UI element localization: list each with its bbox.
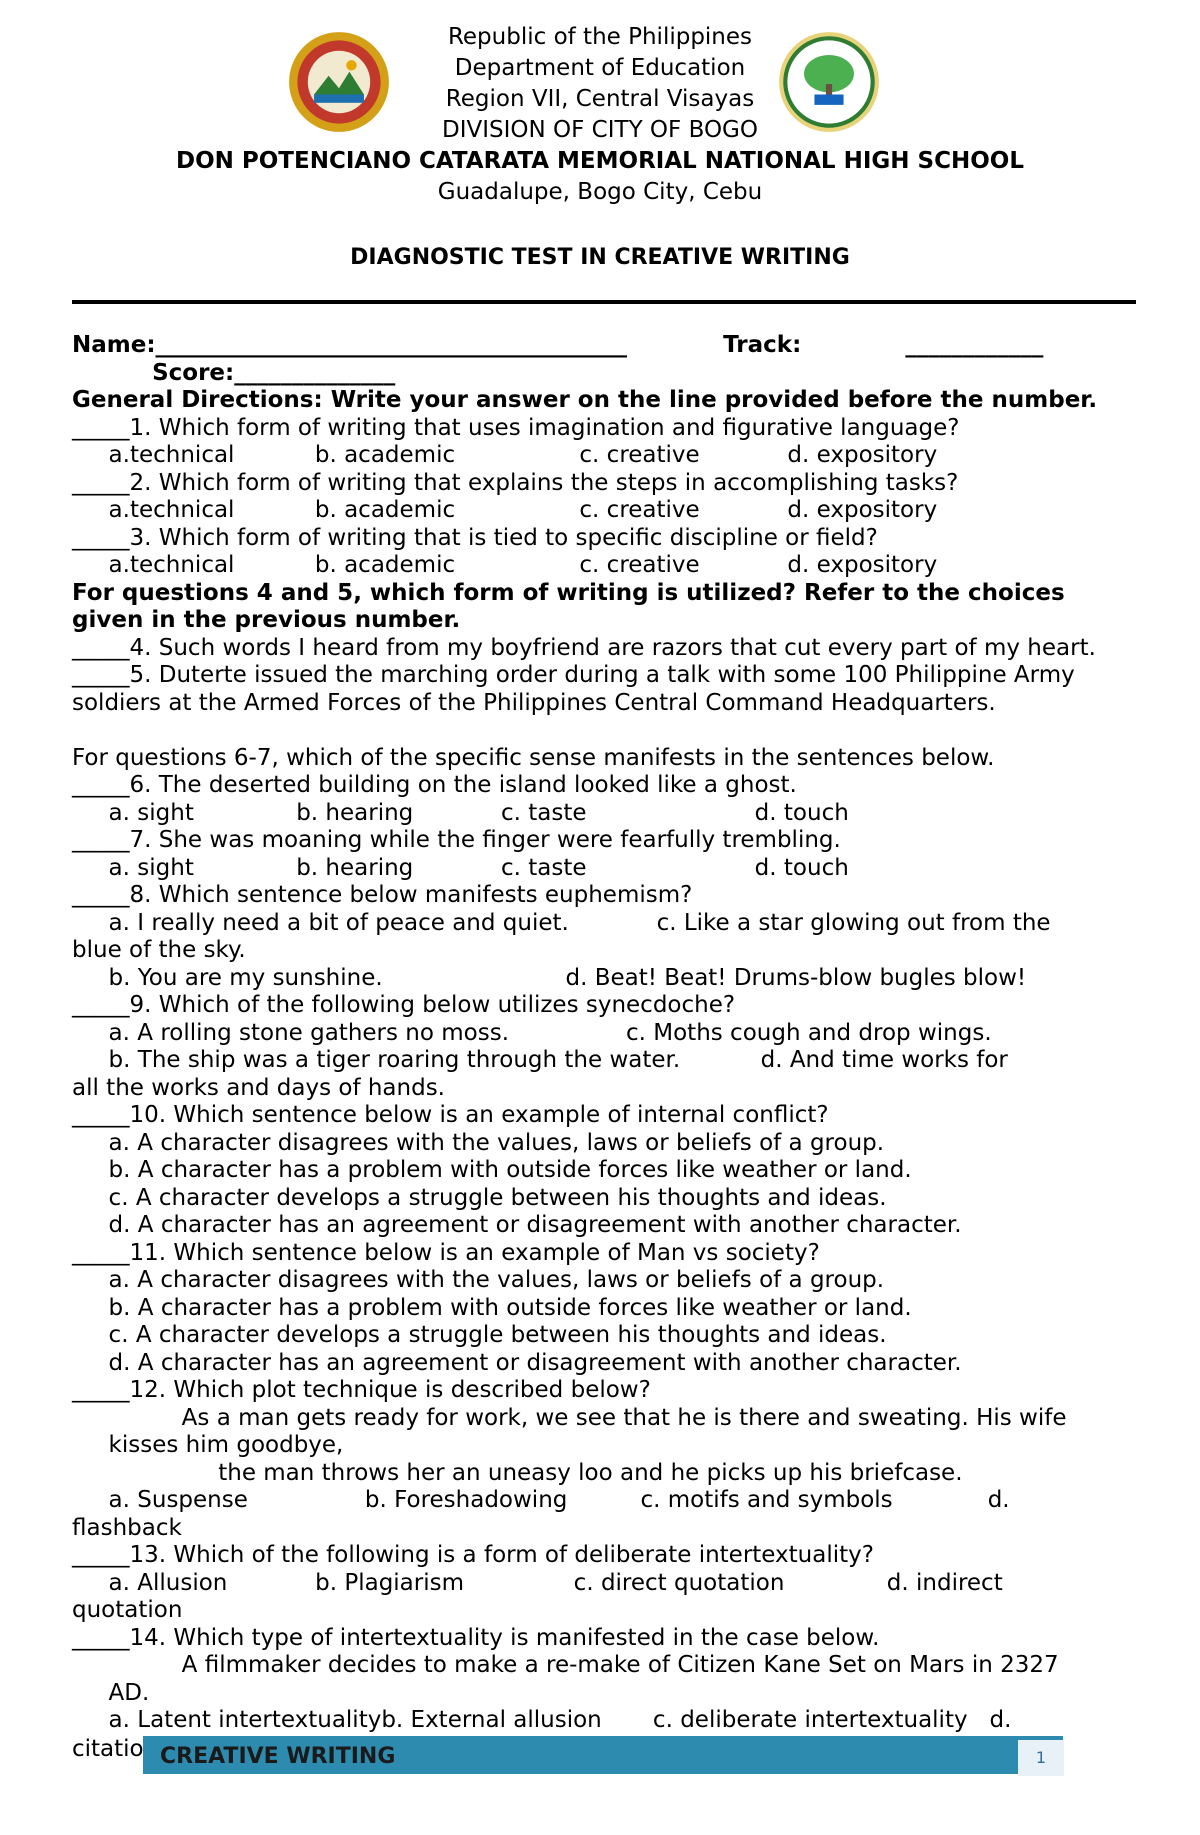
text-line: _____3. Which form of writing that is tied to specific discipline or field? bbox=[72, 524, 878, 551]
text-line: a. A rolling stone gathers no moss. c. Moths cough and drop wings. bbox=[72, 1019, 992, 1046]
text-line: a. sight b. hearing c. taste d. touch bbox=[72, 799, 849, 826]
text-line: _____9. Which of the following below utilizes synecdoche? bbox=[72, 992, 736, 1018]
test-title: DIAGNOSTIC TEST IN CREATIVE WRITING bbox=[350, 245, 850, 270]
test-body bbox=[72, 332, 1136, 1735]
text-line: _____11. Which sentence below is an example of Man vs society? bbox=[72, 1239, 820, 1266]
text-line: kisses him goodbye, bbox=[72, 1432, 344, 1458]
text-line: c. A character develops a struggle between his thoughts and ideas. bbox=[72, 1184, 887, 1211]
school-address: Guadalupe, Bogo City, Cebu bbox=[437, 179, 763, 205]
text-line: For questions 6-7, which of the specific sense manifests in the sentences below. bbox=[72, 744, 995, 771]
text-line: b. A character has a problem with outside forces like weather or land. bbox=[72, 1294, 912, 1321]
text-line: a. sight b. hearing c. taste d. touch bbox=[72, 854, 849, 881]
text-line: _____7. She was moaning while the finger were fearfully trembling. bbox=[72, 827, 841, 853]
text-line: b. A character has a problem with outside forces like weather or land. bbox=[72, 1157, 912, 1183]
text-line: all the works and days of hands. bbox=[72, 1074, 445, 1101]
text-line: A filmmaker decides to make a re-make of Citizen Kane Set on Mars in 2327 bbox=[72, 1652, 1059, 1678]
text-line: c. A character develops a struggle between his thoughts and ideas. bbox=[72, 1322, 887, 1348]
text-line: _____8. Which sentence below manifests euphemism? bbox=[72, 882, 693, 908]
text-line: soldiers at the Armed Forces of the Philippines Central Command Headquarters. bbox=[72, 689, 996, 716]
text-line: Score:______________ bbox=[72, 359, 396, 386]
footer-label: CREATIVE WRITING bbox=[160, 1744, 396, 1769]
text-line: d. A character has an agreement or disagreement with another character. bbox=[72, 1212, 962, 1238]
document-header bbox=[0, 22, 1200, 208]
text-line: quotation bbox=[72, 1597, 183, 1623]
text-line: a.technical b. academic c. creative d. expository bbox=[72, 442, 938, 468]
text-line: a.technical b. academic c. creative d. expository bbox=[72, 497, 938, 523]
text-line: For questions 4 and 5, which form of writing is utilized? Refer to the choices bbox=[72, 579, 1065, 606]
region-line: Region VII, Central Visayas bbox=[445, 86, 755, 112]
text-line: a.technical b. academic c. creative d. expository bbox=[72, 552, 938, 578]
department-line: Department of Education bbox=[454, 55, 746, 81]
text-line: _____2. Which form of writing that explains the steps in accomplishing tasks? bbox=[72, 469, 959, 496]
text-line: a. A character disagrees with the values, laws or beliefs of a group. bbox=[72, 1267, 885, 1293]
text-line: b. The ship was a tiger roaring through the water. d. And time works for bbox=[72, 1047, 1008, 1073]
division-line: DIVISION OF CITY OF BOGO bbox=[442, 117, 758, 143]
text-line: _____4. Such words I heard from my boyfriend are razors that cut every part of my heart. bbox=[72, 634, 1096, 661]
text-line: _____6. The deserted building on the island looked like a ghost. bbox=[72, 772, 797, 798]
citation-fragment: citatio bbox=[72, 1736, 144, 1762]
text-line: the man throws her an uneasy loo and he picks up his briefcase. bbox=[72, 1459, 963, 1486]
text-line: _____10. Which sentence below is an example of internal conflict? bbox=[72, 1102, 829, 1128]
text-line: a. Latent intertextualityb. External allusion c. deliberate intertextuality d. bbox=[72, 1707, 1012, 1733]
text-line: _____1. Which form of writing that uses imagination and figurative language? bbox=[72, 414, 960, 441]
text-line: _____5. Duterte issued the marching order during a talk with some 100 Philippine Army bbox=[72, 662, 1075, 688]
text-line: given in the previous number. bbox=[72, 607, 461, 633]
republic-line: Republic of the Philippines bbox=[447, 24, 753, 50]
text-line: a. A character disagrees with the values, laws or beliefs of a group. bbox=[72, 1129, 885, 1156]
text-line: _____12. Which plot technique is described below? bbox=[72, 1377, 651, 1403]
text-line: General Directions: Write your answer on the line provided before the number. bbox=[72, 387, 1098, 413]
text-line: flashback bbox=[72, 1514, 182, 1541]
text-line bbox=[72, 717, 1136, 745]
text-line: AD. bbox=[72, 1679, 150, 1706]
text-line: b. You are my sunshine. d. Beat! Beat! Drums-blow bugles blow! bbox=[72, 964, 1027, 991]
text-line: a. Allusion b. Plagiarism c. direct quotation d. indirect bbox=[72, 1569, 1003, 1596]
text-line: blue of the sky. bbox=[72, 937, 246, 963]
text-line: As a man gets ready for work, we see that he is there and sweating. His wife bbox=[72, 1404, 1067, 1431]
text-line: _____14. Which type of intertextuality is manifested in the case below. bbox=[72, 1624, 880, 1651]
page-number: 1 bbox=[1018, 1740, 1064, 1776]
title-divider bbox=[72, 300, 1136, 304]
school-name: DON POTENCIANO CATARATA MEMORIAL NATIONAL HIGH SCHOOL bbox=[176, 148, 1024, 174]
text-line: a. Suspense b. Foreshadowing c. motifs and symbols d. bbox=[72, 1487, 1010, 1513]
text-line: d. A character has an agreement or disagreement with another character. bbox=[72, 1349, 962, 1376]
text-line: Name:_________________________________________ Track: ____________ bbox=[72, 332, 1044, 358]
text-line: _____13. Which of the following is a form of deliberate intertextuality? bbox=[72, 1542, 874, 1568]
text-line: a. I really need a bit of peace and quiet. c. Like a star glowing out from the bbox=[72, 909, 1051, 936]
